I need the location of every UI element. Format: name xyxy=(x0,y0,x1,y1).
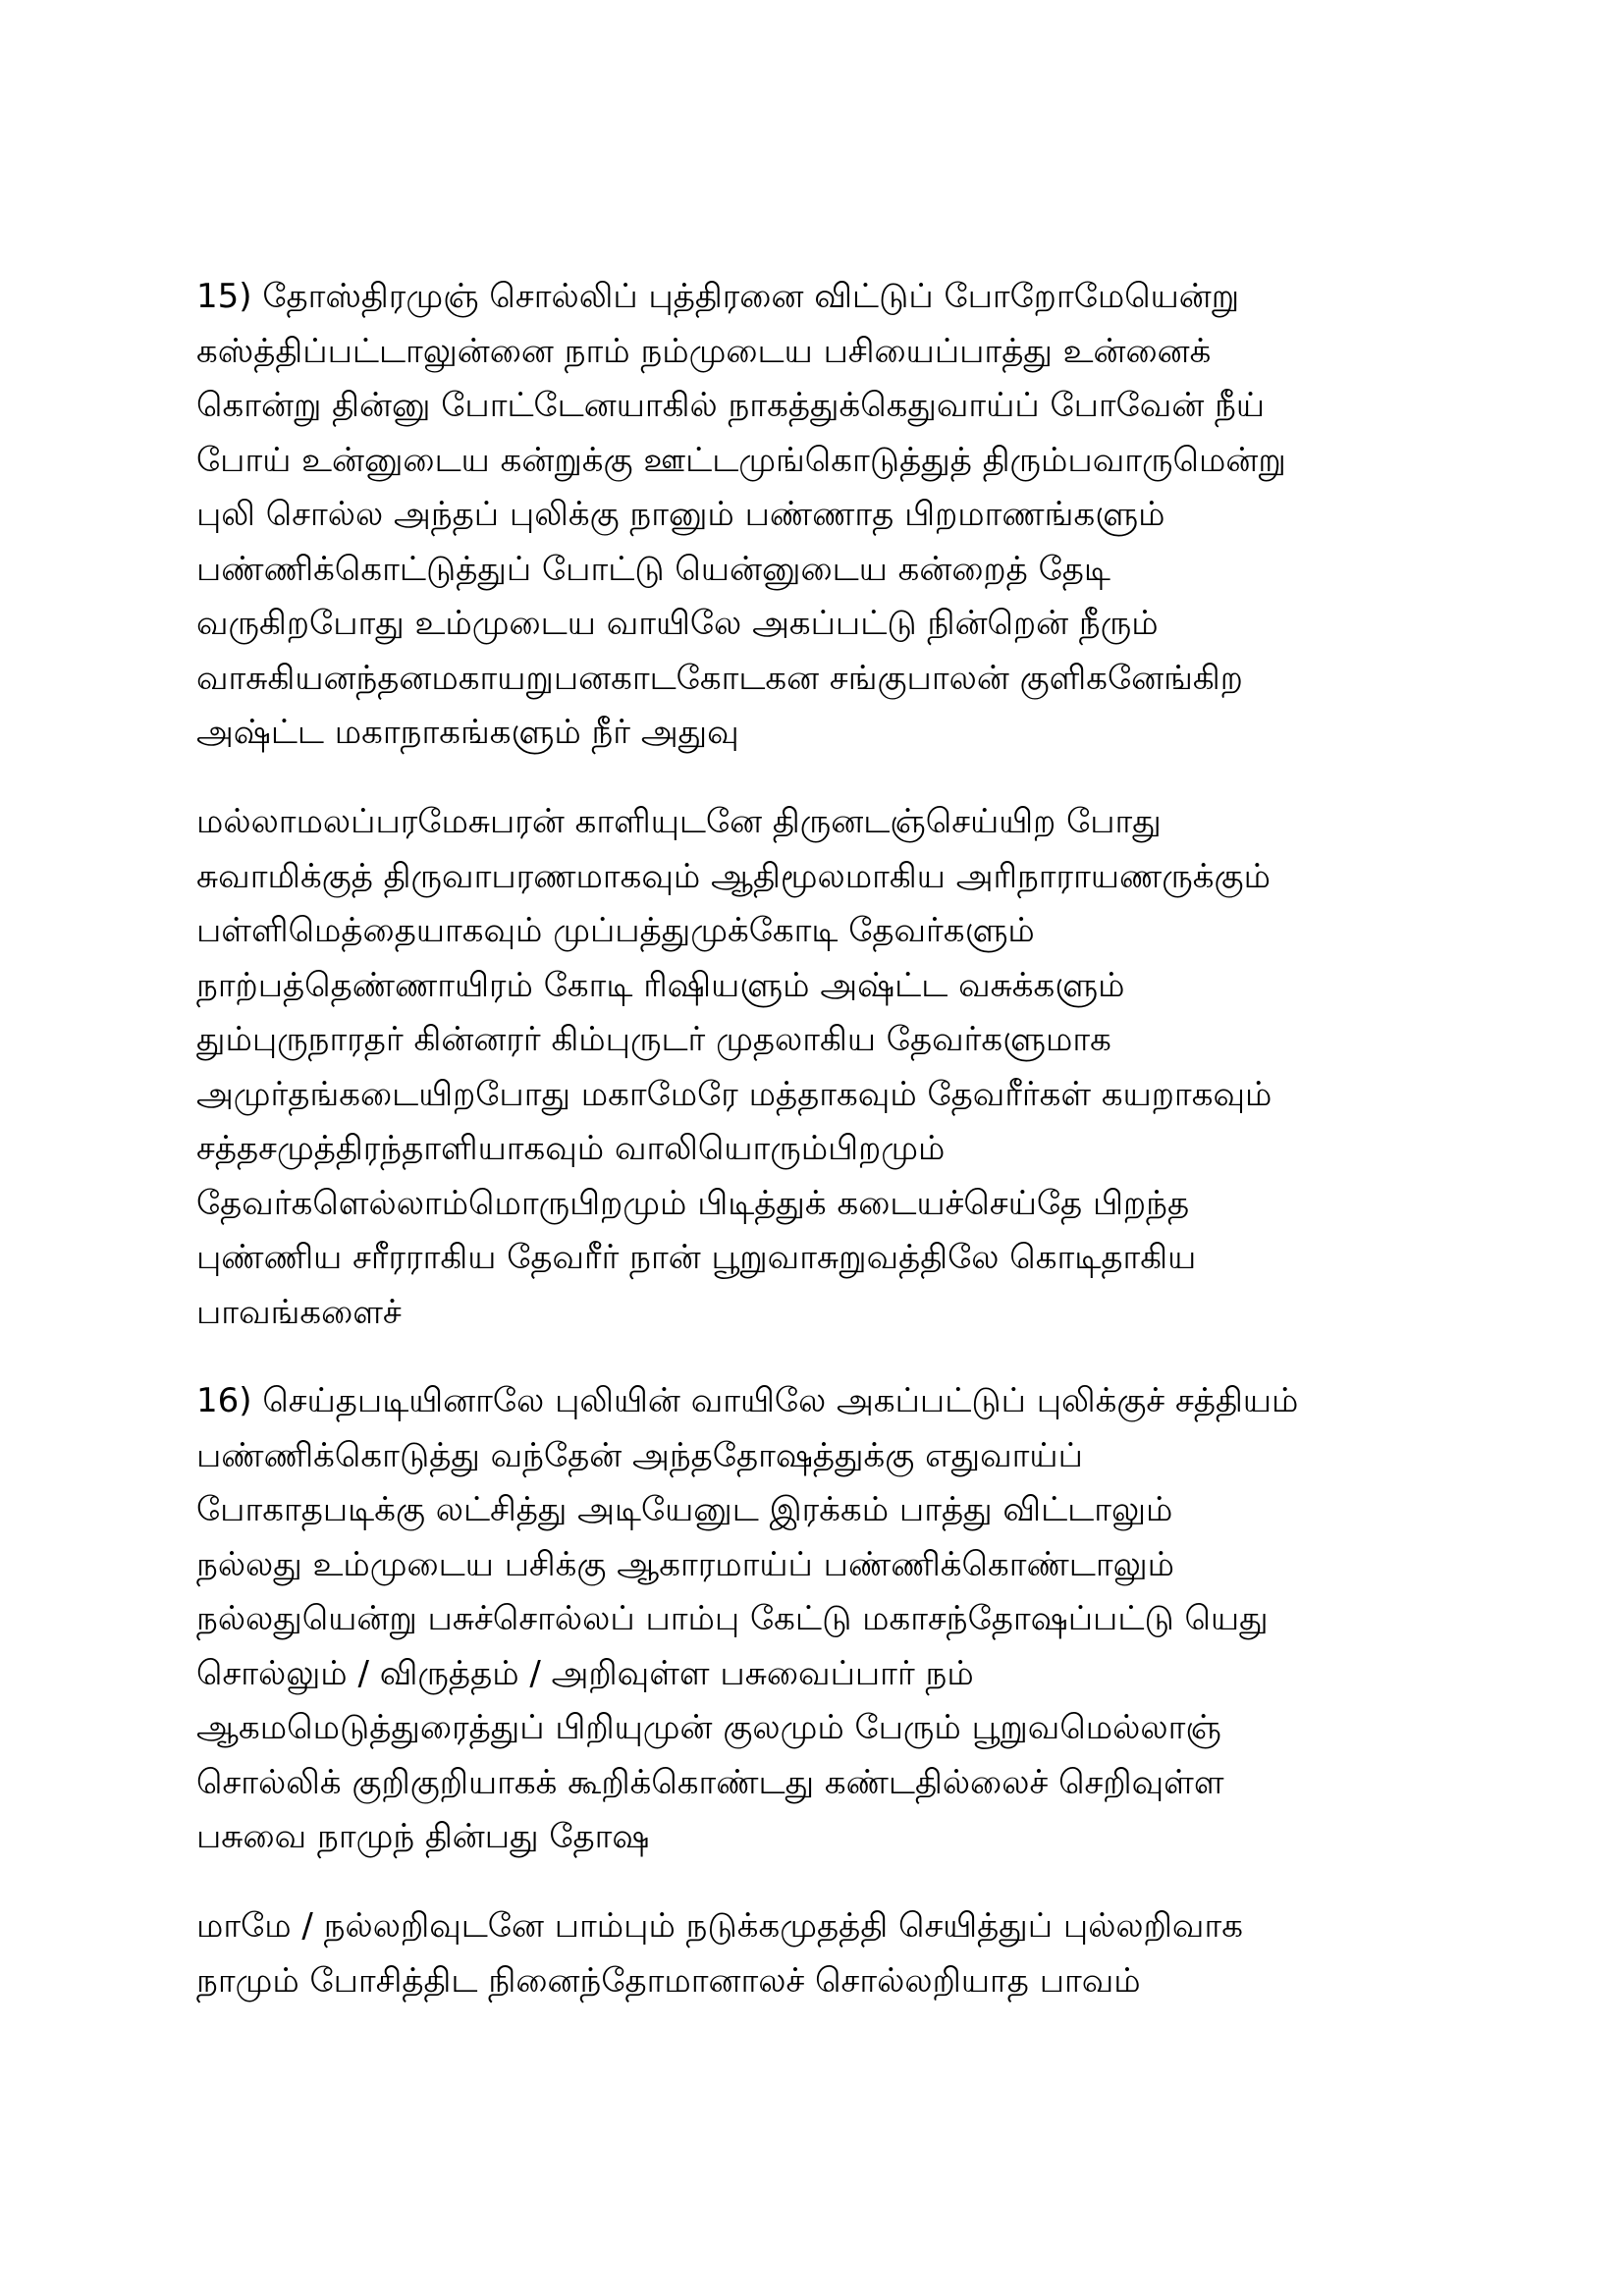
text-line: கஸ்த்திப்பட்டாலுன்னை நாம் நம்முடைய பசியைப்பாத்து உன்னைக் xyxy=(196,331,1212,371)
text-line: சொல்லிக் குறிகுறியாகக் கூறிக்கொண்டது கண்டதில்லைச் செறிவுள்ள xyxy=(196,1762,1224,1802)
text-line: 15) தோஸ்திரமுஞ் சொல்லிப் புத்திரனை விட்டுப் போறோமேயென்று xyxy=(196,277,1240,316)
text-line: சுவாமிக்குத் திருவாபரணமாகவும் ஆதிமூலமாகிய அரிநாராயணருக்கும் xyxy=(196,856,1271,896)
text-line: நல்லதுயென்று பசுச்சொல்லப் பாம்பு கேட்டு மகாசந்தோஷப்பட்டு யெது xyxy=(196,1599,1269,1638)
text-line: பள்ளிமெத்தையாகவும் முப்பத்துமுக்கோடி தேவர்களும் xyxy=(196,911,1035,950)
text-line: 16) செய்தபடியினாலே புலியின் வாயிலே அகப்பட்டுப் புலிக்குச் சத்தியம் xyxy=(196,1381,1299,1420)
paragraph-2 xyxy=(196,795,1492,1340)
text-line: மாமே / நல்லறிவுடனே பாம்பும் நடுக்கமுதத்தி செயித்துப் புல்லறிவாக xyxy=(196,1906,1243,1946)
text-line: அமுர்தங்கடையிறபோது மகாமேரே மத்தாகவும் தேவரீர்கள் கயறாகவும் xyxy=(196,1074,1272,1114)
text-line: நாற்பத்தெண்ணாயிரம் கோடி ரிஷியளும் அஷ்ட்ட வசுக்களும் xyxy=(196,965,1125,1005)
text-line: சொல்லும் / விருத்தம் / அறிவுள்ள பசுவைப்பார் நம் xyxy=(196,1653,974,1693)
paragraph-1 xyxy=(196,270,1492,761)
text-line: தும்புருநாரதர் கின்னரர் கிம்புருடர் முதலாகிய தேவர்களுமாக xyxy=(196,1020,1111,1059)
text-line: தேவர்களெல்லாம்மொருபிறமும் பிடித்துக் கடையச்செய்தே பிறந்த xyxy=(196,1183,1190,1223)
paragraph-4 xyxy=(196,1899,1492,2008)
text-line: ஆகமமெடுத்துரைத்துப் பிறியுமுன் குலமும் பேரும் பூறுவமெல்லாஞ் xyxy=(196,1708,1221,1747)
text-line: நாமும் போசித்திட நினைந்தோமானாலச் சொல்லறியாத பாவம் xyxy=(196,1960,1141,2001)
text-line: நல்லது உம்முடைய பசிக்கு ஆகாரமாய்ப் பண்ணிக்கொண்டாலும் xyxy=(196,1544,1174,1584)
text-line: புண்ணிய சரீரராகிய தேவரீர் நான் பூறுவாசுறுவத்திலே கொடிதாகிய xyxy=(196,1238,1197,1277)
text-line: கொன்று தின்னு போட்டேனயாகில் நாகத்துக்கெதுவாய்ப் போவேன் நீய் xyxy=(196,386,1266,425)
text-line: வாசுகியனந்தனமகாயறுபனகாடகோடகன சங்குபாலன் குளிகனேங்கிற xyxy=(196,658,1243,698)
text-line: போய் உன்னுடைய கன்றுக்கு ஊட்டமுங்கொடுத்துத் திரும்பவாருமென்று xyxy=(196,440,1286,480)
text-line: பாவங்களைச் xyxy=(196,1292,402,1332)
text-line: பண்ணிக்கொடுத்து வந்தேன் அந்ததோஷத்துக்கு எதுவாய்ப் xyxy=(196,1435,1083,1475)
text-line: மல்லாமலப்பரமேசுபரன் காளியுடனே திருனடஞ்செய்யிற போது xyxy=(196,802,1162,841)
text-line: சத்தசமுத்திரந்தாளியாகவும் வாலியொரும்பிறமும் xyxy=(196,1129,946,1168)
paragraph-3 xyxy=(196,1374,1492,1865)
text-line: புலி சொல்ல அந்தப் புலிக்கு நானும் பண்ணாத பிறமாணங்களும் xyxy=(196,495,1165,534)
text-line: பசுவை நாமுந் தின்பது தோஷ xyxy=(196,1817,650,1856)
text-line: போகாதபடிக்கு லட்சித்து அடியேனுட இரக்கம் பாத்து விட்டாலும் xyxy=(196,1490,1173,1529)
text-line: பண்ணிக்கொட்டுத்துப் போட்டு யென்னுடைய கன்றைத் தேடி xyxy=(196,549,1110,589)
text-line: வருகிறபோது உம்முடைய வாயிலே அகப்பட்டு நின்றென் நீரும் xyxy=(196,604,1159,643)
text-line: அஷ்ட்ட மகாநாகங்களும் நீர் அதுவு xyxy=(196,713,739,752)
